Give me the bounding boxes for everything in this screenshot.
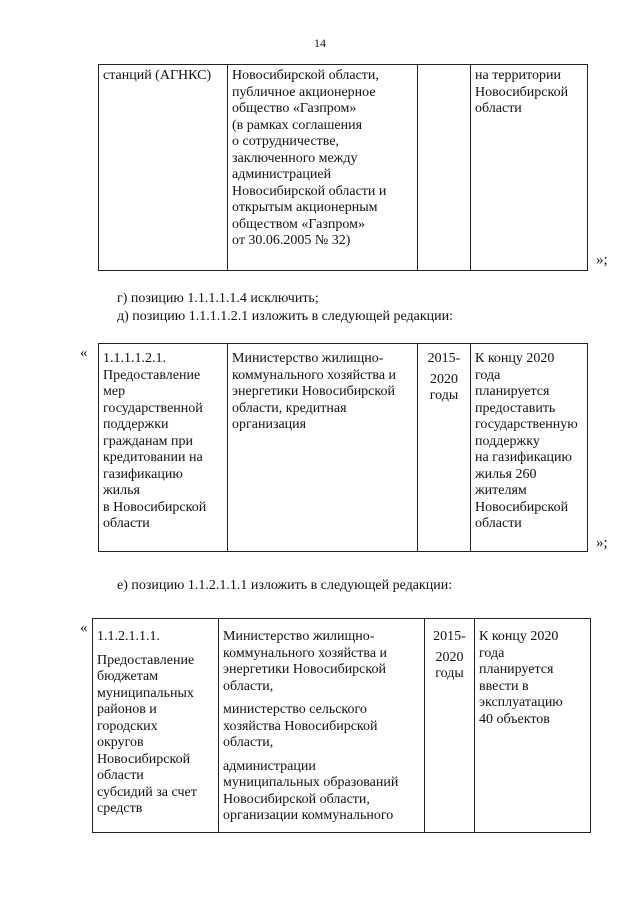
cell-period xyxy=(418,65,471,271)
table-row xyxy=(93,619,591,833)
table-row xyxy=(99,344,588,552)
instruction-g: г) позицию 1.1.1.1.1.4 исключить; xyxy=(117,291,319,306)
cell-executors xyxy=(228,344,418,552)
cell-text: К концу 2020 года планируется предоставить государственную поддержку на газификацию жилья 260 жителям Новосибирской области xyxy=(475,351,578,532)
instruction-d: д) позицию 1.1.1.1.2.1 изложить в следующей редакции: xyxy=(117,309,454,324)
cell-result xyxy=(475,619,591,833)
opening-quote: « xyxy=(80,345,88,361)
cell-text: станций (АГНКС) xyxy=(103,68,212,83)
executor-1: Министерство жилищно- коммунального хозяйства и энергетики Новосибирской области, xyxy=(223,629,388,694)
cell-name xyxy=(99,65,228,271)
period-start: 2015- xyxy=(427,351,461,366)
cell-number: 1.1.2.1.1.1. xyxy=(97,629,160,644)
cell-text: К концу 2020 года планируется ввести в эксплуатацию 40 объектов xyxy=(479,629,563,727)
cell-text: Министерство жилищно- коммунального хозяйства и энергетики Новосибирской области, кредитная организация xyxy=(232,351,397,433)
cell-result xyxy=(471,65,588,271)
period-start: 2015- xyxy=(433,629,466,644)
period-unit: годы xyxy=(435,666,464,682)
table-row xyxy=(99,65,588,271)
page-number: 14 xyxy=(314,36,326,50)
period-end: 2020 xyxy=(435,649,464,665)
instruction-e: е) позицию 1.1.2.1.1.1 изложить в следующей редакции: xyxy=(117,578,453,593)
cell-executors xyxy=(219,619,425,833)
cell-text: 1.1.1.1.2.1. Предоставление мер государственной поддержки гражданам при кредитовании на газификацию жилья в Новосибирской области xyxy=(103,351,207,532)
cell-text: Предоставление бюджетам муниципальных районов и городских округов Новосибирской области субсидий за счет средств xyxy=(97,652,197,817)
cell-text: Новосибирской области, публичное акционерное общество «Газпром» (в рамках соглашения о сотрудничестве, заключенного между администрацией Новосибирской области и открытым акционерным обществом «Газпром» от 30.06.2005 № 32) xyxy=(232,68,387,249)
period-end: 2020 xyxy=(430,371,458,387)
cell-period xyxy=(425,619,475,833)
table-position-1-1-1-1-2-1 xyxy=(98,343,588,552)
cell-executors xyxy=(228,65,418,271)
closing-quote: »; xyxy=(596,535,608,551)
period-unit: годы xyxy=(429,388,459,404)
cell-result xyxy=(471,344,588,552)
table-position-1-1-2-1-1-1 xyxy=(92,618,591,833)
executor-3: администрации муниципальных образований Новосибирской области, организации коммунального xyxy=(223,758,399,824)
cell-text: на территории Новосибирской области xyxy=(475,68,569,117)
table-continuation xyxy=(98,64,588,271)
closing-quote: »; xyxy=(596,252,608,268)
executor-2: министерство сельского хозяйства Новосибирской области, xyxy=(223,702,378,751)
opening-quote: « xyxy=(80,620,88,636)
cell-period xyxy=(418,344,471,552)
cell-name xyxy=(99,344,228,552)
cell-name xyxy=(93,619,219,833)
